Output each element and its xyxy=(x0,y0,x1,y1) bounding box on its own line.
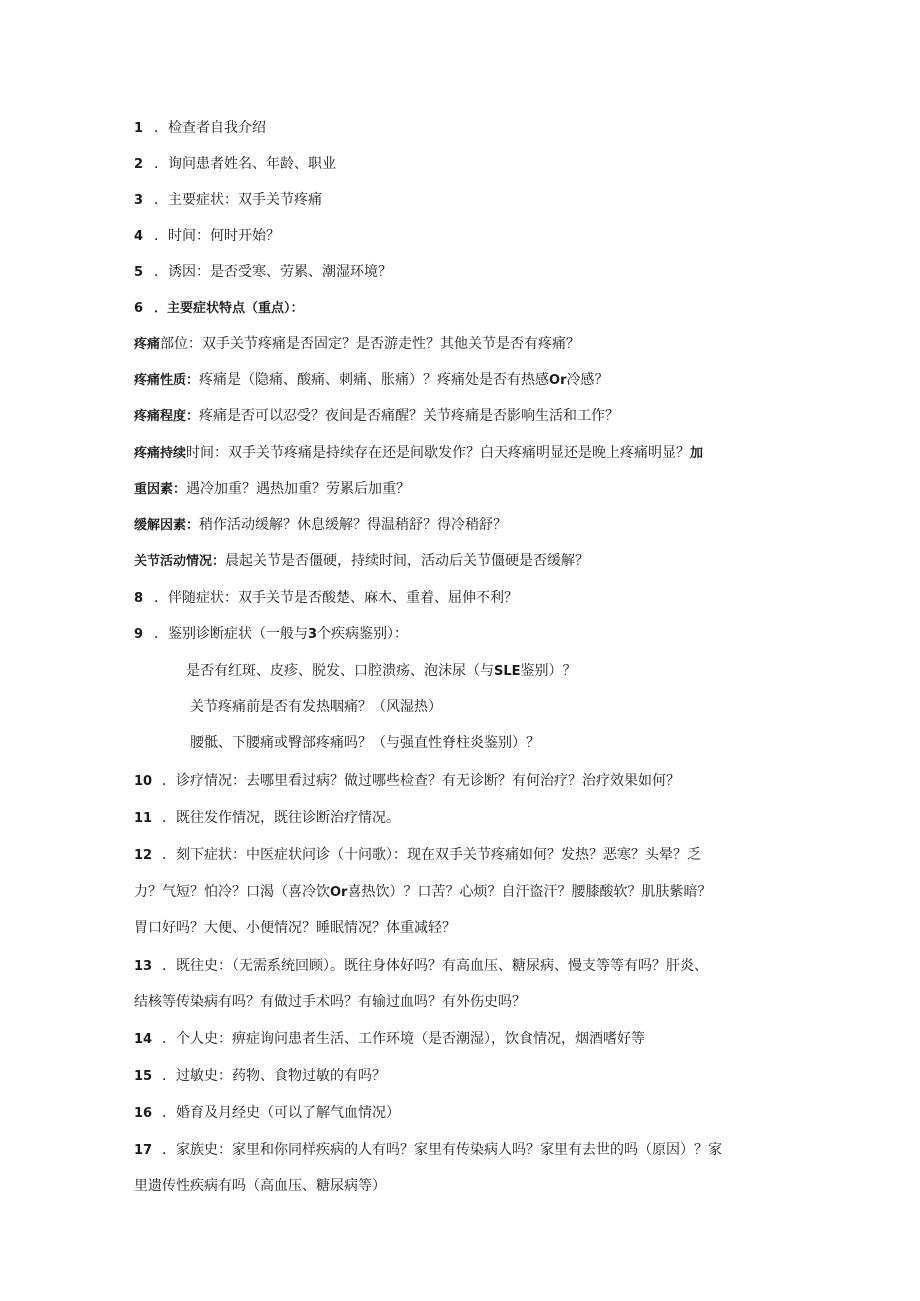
item-5 xyxy=(134,262,392,283)
feature-label-rest: 部位： xyxy=(160,336,203,352)
feature-label-rest: 时间： xyxy=(186,445,229,461)
feature-label: 疼痛性质： xyxy=(134,373,200,388)
feature-relieve xyxy=(134,515,507,536)
item-text-tail: 个疾病鉴别）： xyxy=(317,626,409,642)
item-4 xyxy=(134,226,280,247)
item-text: ．家族史：家里和你同样疾病的人有吗？家里有传染病人吗？家里有去世的吗（原因）？家 xyxy=(162,1142,722,1158)
feature-text-tail: 冷感？ xyxy=(566,372,609,388)
item-number: 5 xyxy=(134,265,144,280)
feature-text: 疼痛是（隐痛、酸痛、刺痛、胀痛）？疼痛处是否有热感 xyxy=(199,372,550,388)
item-number: 13 xyxy=(134,959,153,974)
item-text: ．主要症状：双手关节疼痛 xyxy=(154,192,322,208)
feature-text: 双手关节疼痛是否固定？是否游走性？其他关节是否有疼痛？ xyxy=(202,336,581,352)
item-text: ．个人史：痹症询问患者生活、工作环境（是否潮湿），饮食情况，烟酒嗜好等 xyxy=(162,1031,645,1047)
item-16 xyxy=(134,1103,400,1124)
feature-text: 双手关节疼痛是持续存在还是间歇发作？白天疼痛明显还是晚上疼痛明显？ xyxy=(228,445,691,461)
feature-degree xyxy=(134,406,619,427)
feature-label: 关节活动情况： xyxy=(134,554,226,569)
feature-joint xyxy=(134,551,589,572)
item-3 xyxy=(134,190,322,211)
item-9 xyxy=(134,624,408,645)
feature-label: 疼痛持续 xyxy=(134,446,187,461)
feature-tail: 加 xyxy=(690,446,704,461)
item-text: ．鉴别诊断症状（一般与 xyxy=(154,626,308,642)
item-number: 11 xyxy=(134,811,153,826)
item-15 xyxy=(134,1066,386,1087)
item-number: 17 xyxy=(134,1143,153,1158)
item-text: ．刻下症状：中医症状问诊（十问歌）：现在双手关节疼痛如何？发热？恶寒？头晕？乏 xyxy=(162,847,701,863)
item-11 xyxy=(134,808,400,829)
item-text: ．过敏史：药物、食物过敏的有吗？ xyxy=(162,1068,386,1084)
item-number: 15 xyxy=(134,1069,153,1084)
feature-text: 晨起关节是否僵硬，持续时间，活动后关节僵硬是否缓解？ xyxy=(225,553,590,569)
item-text: 里遗传性疾病有吗（高血压、糖尿病等） xyxy=(134,1178,386,1194)
diff-sle xyxy=(186,661,577,682)
item-text: ．既往发作情况，既往诊断治疗情况。 xyxy=(162,810,400,826)
feature-label: 疼痛 xyxy=(134,337,161,352)
item-number: 12 xyxy=(134,848,153,863)
item-text: ．婚育及月经史（可以了解气血情况） xyxy=(162,1105,400,1121)
disease-count: 3 xyxy=(308,627,318,642)
item-number: 8 xyxy=(134,591,144,606)
item-number: 2 xyxy=(134,157,144,172)
feature-text: 稍作活动缓解？休息缓解？得温稍舒？得冷稍舒？ xyxy=(199,517,508,533)
item-number: 14 xyxy=(134,1032,153,1047)
item-text: ．主要症状特点（重点）： xyxy=(154,301,304,316)
feature-label: 疼痛程度： xyxy=(134,409,200,424)
item-number: 6 xyxy=(134,301,144,316)
item-17 xyxy=(134,1140,722,1161)
item-number: 3 xyxy=(134,193,144,208)
item-text: ．诱因：是否受寒、劳累、潮湿环境？ xyxy=(154,264,392,280)
item-text: ．时间：何时开始？ xyxy=(154,228,280,244)
item-text: ．检查者自我介绍 xyxy=(154,120,266,136)
item-number: 4 xyxy=(134,229,144,244)
item-text: ．询问患者姓名、年龄、职业 xyxy=(154,156,336,172)
item-6 xyxy=(134,298,304,319)
feature-location xyxy=(134,334,580,355)
item-13-line-2 xyxy=(134,992,526,1012)
item-13 xyxy=(134,956,708,977)
item-text-tail: 喜热饮）？口苦？心烦？自汗盗汗？腰膝酸软？肌肤紫暗？ xyxy=(347,884,712,900)
item-number: 16 xyxy=(134,1106,153,1121)
diff-text: 是否有红斑、皮疹、脱发、口腔溃疡、泡沫尿（与 xyxy=(186,663,494,679)
item-text: ．诊疗情况：去哪里看过病？做过哪些检查？有无诊断？有何治疗？治疗效果如何？ xyxy=(162,773,680,789)
or-word: Or xyxy=(330,885,348,900)
item-12-line-3 xyxy=(134,918,456,938)
item-1 xyxy=(134,118,266,139)
feature-label: 重因素： xyxy=(134,482,187,497)
item-text: 力？气短？怕冷？口渴（喜冷饮 xyxy=(134,884,330,900)
feature-text: 遇冷加重？遇热加重？劳累后加重？ xyxy=(186,481,411,497)
item-2 xyxy=(134,154,336,175)
item-text: ．既往史：（无需系统回顾）。既往身体好吗？有高血压、糖尿病、慢支等等有吗？肝炎、 xyxy=(162,958,708,974)
feature-text: 疼痛是否可以忍受？夜间是否痛醒？关节疼痛是否影响生活和工作？ xyxy=(199,408,620,424)
diff-text: 关节疼痛前是否有发热咽痛？（风湿热） xyxy=(190,699,442,715)
item-number: 10 xyxy=(134,774,153,789)
feature-aggravate xyxy=(134,479,410,500)
feature-label: 缓解因素： xyxy=(134,518,200,533)
feature-nature xyxy=(134,370,608,391)
item-text: 结核等传染病有吗？有做过手术吗？有输过血吗？有外伤史吗？ xyxy=(134,994,526,1010)
item-12 xyxy=(134,845,701,866)
sle-abbr: SLE xyxy=(494,664,521,679)
item-17-line-2 xyxy=(134,1176,386,1196)
item-12-line-2 xyxy=(134,882,711,903)
item-text: 胃口好吗？大便、小便情况？睡眠情况？体重减轻？ xyxy=(134,920,456,936)
item-text: ．伴随症状：双手关节是否酸楚、麻木、重着、屈伸不利？ xyxy=(154,590,518,606)
item-14 xyxy=(134,1029,645,1050)
item-8 xyxy=(134,588,518,609)
or-word: Or xyxy=(549,373,567,388)
item-10 xyxy=(134,771,680,792)
item-number: 9 xyxy=(134,627,144,642)
diff-text: 腰骶、下腰痛或臀部疼痛吗？（与强直性脊柱炎鉴别）？ xyxy=(190,735,540,751)
diff-ankylosing-spondylitis xyxy=(190,733,540,753)
item-number: 1 xyxy=(134,121,144,136)
diff-rheumatic-fever xyxy=(190,697,442,717)
diff-text-tail: 鉴别）？ xyxy=(520,663,577,679)
feature-duration xyxy=(134,443,703,464)
